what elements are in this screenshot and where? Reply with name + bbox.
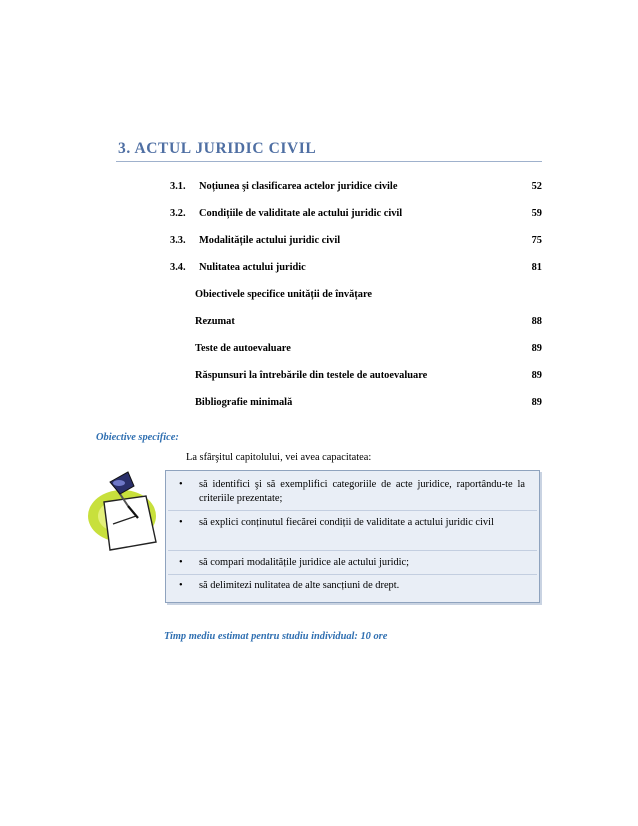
toc-number: 3.2. <box>170 208 186 219</box>
toc-page: 89 <box>531 397 542 408</box>
toc-page: 89 <box>531 370 542 381</box>
toc-page: 59 <box>531 208 542 219</box>
toc-label: Modalitățile actului juridic civil <box>199 235 341 246</box>
bullet-icon: • <box>179 557 183 568</box>
objective-separator <box>168 574 537 575</box>
bullet-icon: • <box>179 517 183 528</box>
pushpin-note-icon <box>80 468 172 560</box>
toc-page: 81 <box>531 262 542 273</box>
toc-extra-entry[interactable] <box>195 289 542 300</box>
toc-page: 75 <box>531 235 542 246</box>
toc-extra-entry[interactable] <box>195 343 542 354</box>
objective-separator <box>168 550 537 551</box>
toc-number: 3.1. <box>170 181 186 192</box>
toc-page: 88 <box>531 316 542 327</box>
objective-text: să identifici şi să exemplifici categoriile de acte juridice, raportându-te la criteriile prezentate; <box>199 479 525 504</box>
objective-text: să explici conținutul fiecărei condiții de validitate a actului juridic civil <box>199 517 494 528</box>
bullet-icon: • <box>179 580 183 591</box>
objective-text: să compari modalitățile juridice ale actului juridic; <box>199 557 410 568</box>
toc-label: Răspunsuri la întrebările din testele de autoevaluare <box>195 370 428 381</box>
toc-number: 3.4. <box>170 262 186 273</box>
toc-label: Condițiile de validitate ale actului juridic civil <box>199 208 403 219</box>
toc-page: 89 <box>531 343 542 354</box>
time-estimate: Timp mediu estimat pentru studiu individual: 10 ore <box>164 631 388 642</box>
chapter-title: 3. ACTUL JURIDIC CIVIL <box>118 140 317 157</box>
objective-text: să delimitezi nulitatea de alte sancțiuni de drept. <box>199 580 400 591</box>
objective-separator <box>168 510 537 511</box>
toc-extra-entry[interactable] <box>195 397 542 408</box>
toc-label: Obiectivele specifice unității de învățare <box>195 289 372 300</box>
toc-label: Teste de autoevaluare <box>195 343 291 354</box>
bullet-icon: • <box>179 479 183 490</box>
toc-label: Nulitatea actului juridic <box>199 262 306 273</box>
objectives-intro: La sfârşitul capitolului, vei avea capacitatea: <box>186 452 372 463</box>
toc-label: Noțiunea şi clasificarea actelor juridice civile <box>199 181 398 192</box>
toc-number: 3.3. <box>170 235 186 246</box>
objectives-heading: Obiective specifice: <box>96 432 179 443</box>
title-rule <box>116 161 542 162</box>
objectives-box <box>165 470 540 603</box>
toc-page: 52 <box>531 181 542 192</box>
toc-extra-entry[interactable] <box>195 316 542 327</box>
toc-extra-entry[interactable] <box>195 370 542 381</box>
toc-label: Bibliografie minimală <box>195 397 293 408</box>
toc-label: Rezumat <box>195 316 235 327</box>
